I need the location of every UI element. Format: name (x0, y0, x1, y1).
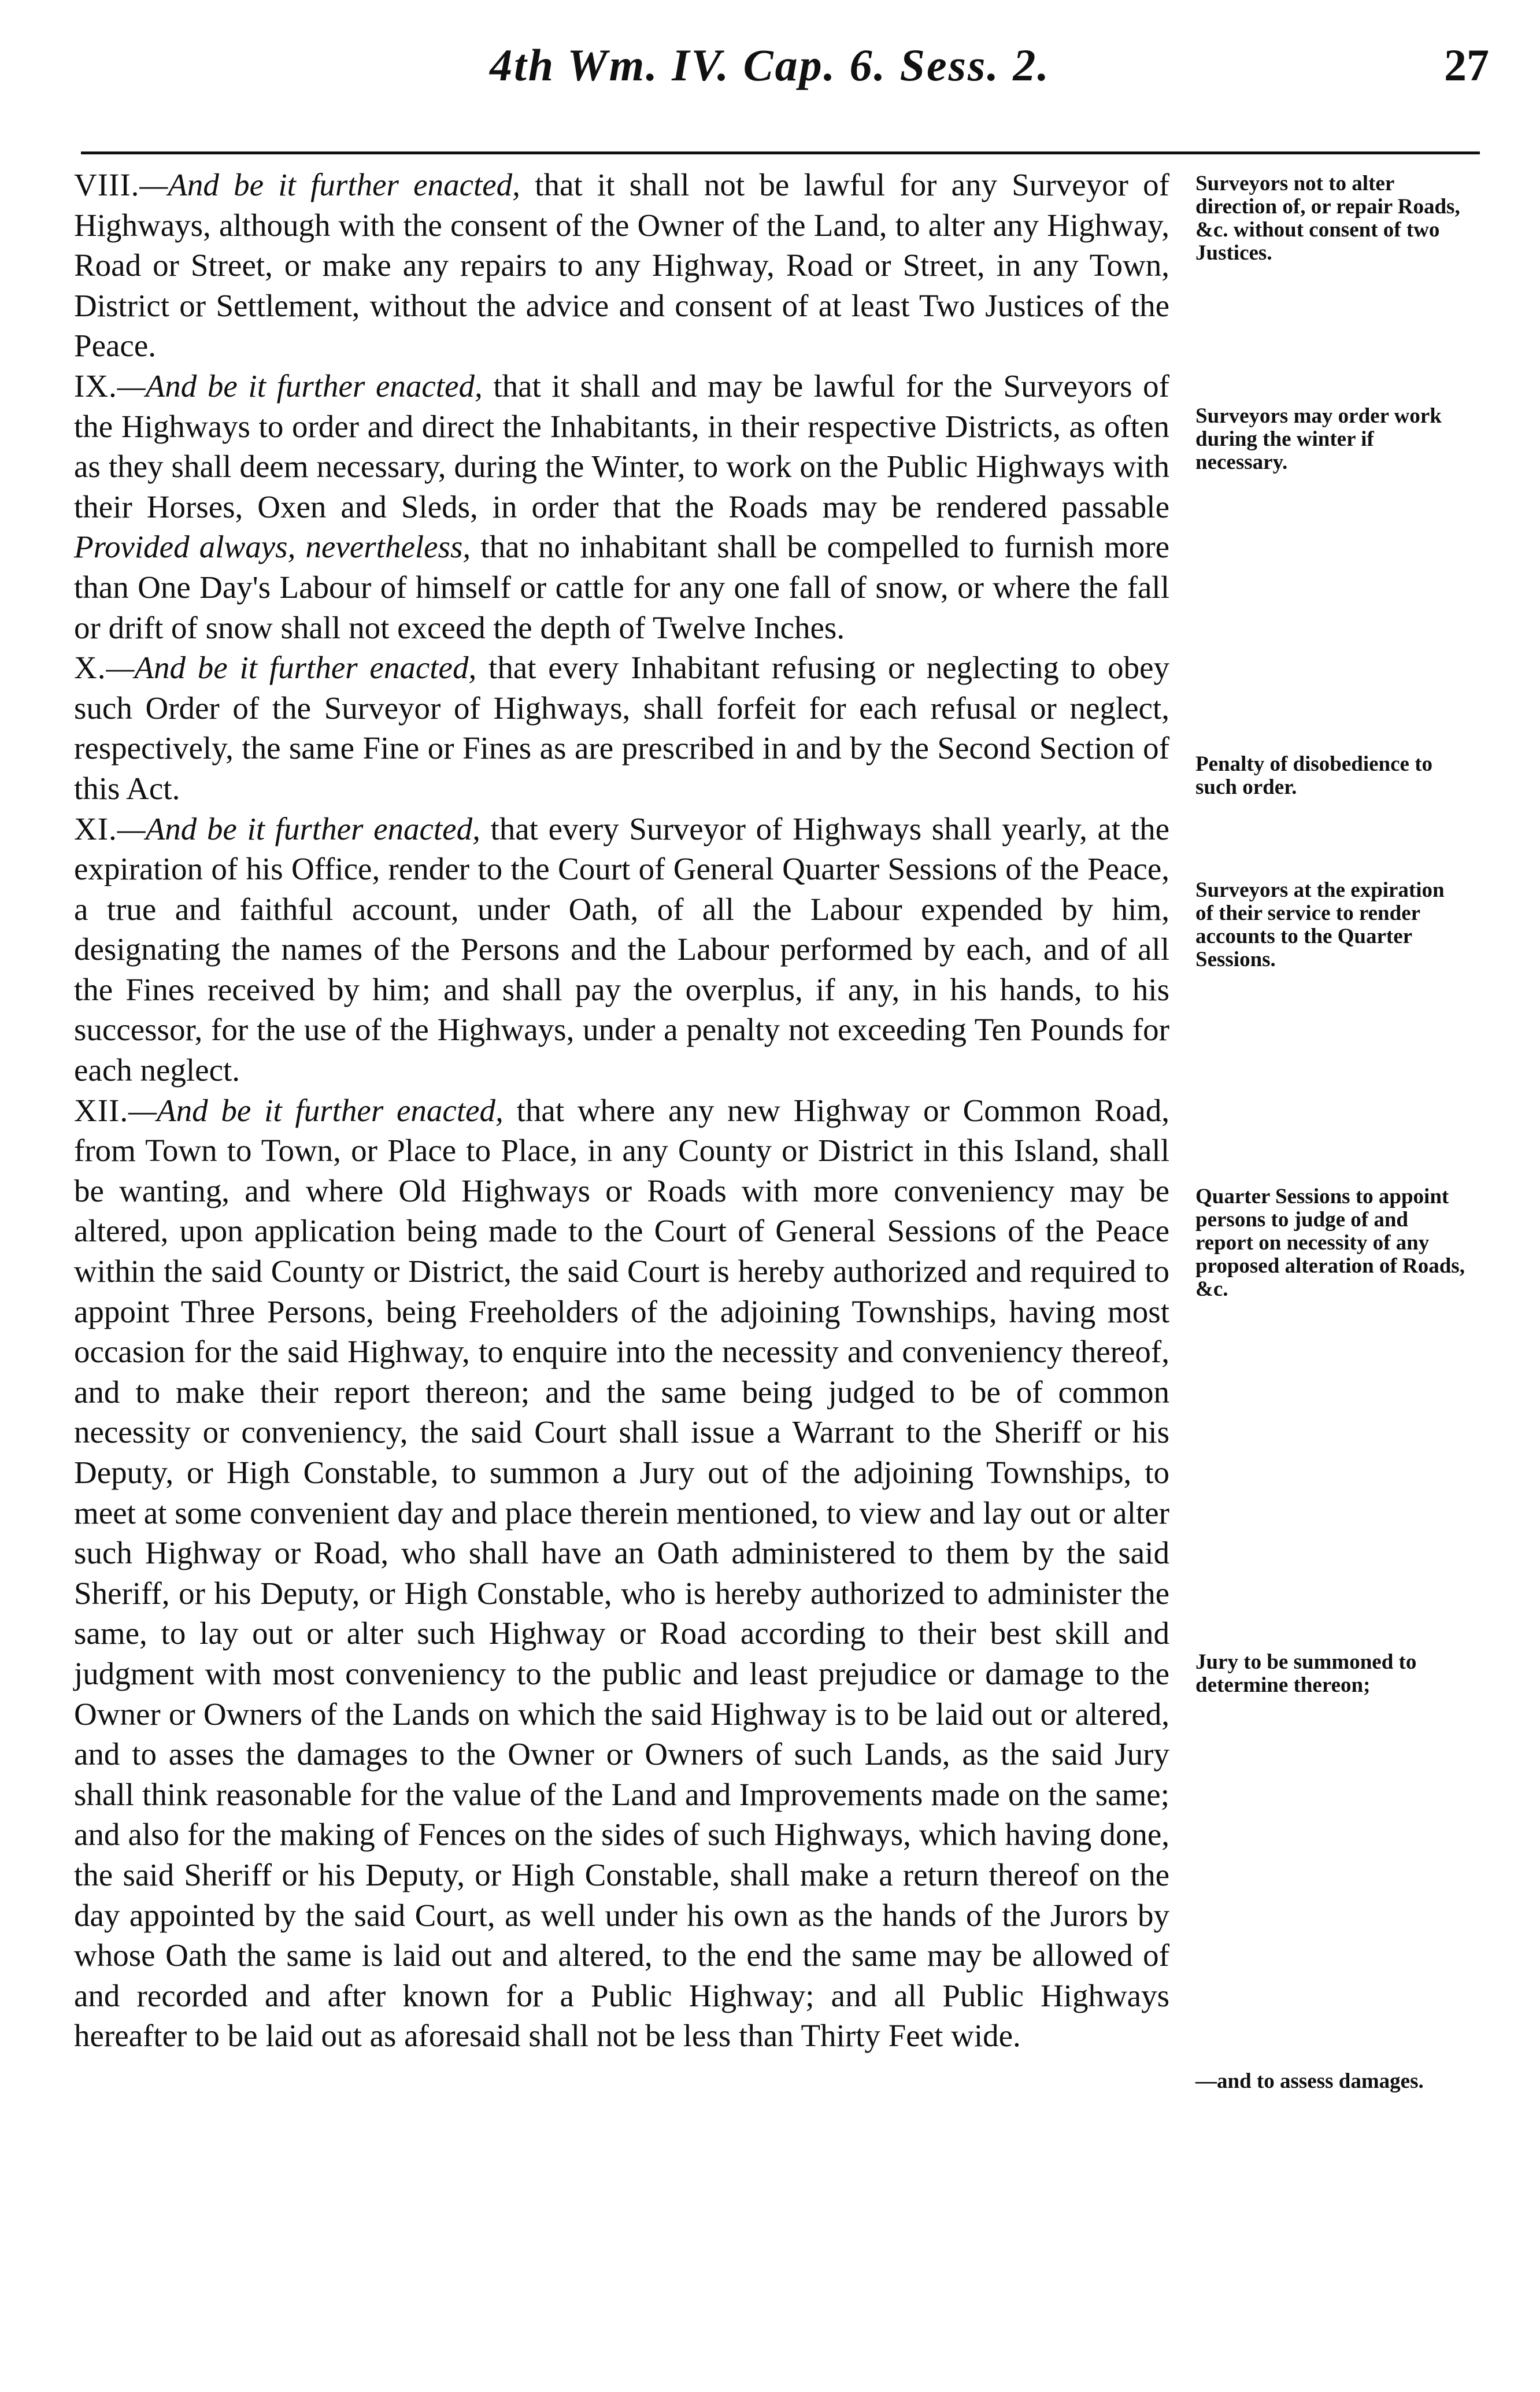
margin-note-ix: Surveyors may order work during the winter if necessary. (1195, 404, 1442, 474)
section-paragraph (74, 648, 1169, 808)
running-title: 4th Wm. IV. Cap. 6. Sess. 2. (490, 40, 1050, 90)
margin-note-damages: —and to assess damages. (1195, 2069, 1424, 2093)
section-text: that it shall not be lawful for any Surveyor of Highways, although with the consent of the Owner of the Land, to alter any Highway, Road or Street, or make any repairs to any Highway, Road or Street, in any Town, District or Settlement, without the advice and consent of at least Two Justices of the Peace. (74, 167, 1169, 364)
section-paragraph (74, 165, 1169, 366)
section-text: that every Inhabitant refusing or neglecting to obey such Order of the Surveyor of Highways, shall forfeit for each refusal or neglect, respectively, the same Fine or Fines as are prescribed in and by the Second Section of this Act. (74, 650, 1169, 806)
section-paragraph (74, 1090, 1169, 2056)
margin-note-viii: Surveyors not to alter direction of, or repair Roads, &c. without consent of two Justices. (1195, 172, 1460, 265)
section-number: XII. (74, 1092, 129, 1128)
section-number: IX. (74, 368, 117, 404)
enacting-clause: —And be it further enacted, (139, 167, 520, 202)
enacting-clause: —And be it further enacted, (117, 368, 483, 404)
section-text: that it shall and may be lawful for the Surveyors of the Highways to order and direct the Inhabitants, in their respective Districts, as often as they shall deem necessary, during the Winter, to work on the Public Highways with their Horses, Oxen and Sleds, in order that the Roads may be rendered passable (74, 368, 1169, 524)
margin-note-xi: Surveyors at the expiration of their service to render accounts to the Quarter Sessions. (1195, 878, 1445, 971)
section-text: that where any new Highway or Common Road, from Town to Town, or Place to Place, in any County or District in this Island, shall be wanting, and where Old Highways or Roads with more conveniency may be altered, upon application being made to the Court of General Sessions of the Peace within the said County or District, the said Court is hereby authorized and required to appoint Three Persons, being Freeholders of the adjoining Townships, having most occasion for the said Highway, to enquire into the necessity and conveniency thereof, and to make their report thereon; and the same being judged to be of common necessity or conveniency, the said Court shall issue a Warrant to the Sheriff or his Deputy, or High Constable, to summon a Jury out of the adjoining Townships, to meet at some convenient day and place therein mentioned, to view and lay out or alter such Highway or Road, who shall have an Oath administered to them by the said Sheriff, or his Deputy, or High Constable, who is hereby authorized to administer the same, to lay out or alter such Highway or Road according to their best skill and judgment with most conveniency to the public and least prejudice or damage to the Owner or Owners of the Lands on which the said Highway is to be laid out or altered, and to asses the damages to the Owner or Owners of such Lands, as the said Jury shall think reasonable for the value of the Land and Improvements made on the same; and also for the making of Fences on the sides of such Highways, which having done, the said Sheriff or his Deputy, or High Constable, shall make a return thereof on the day appointed by the said Court, as well under his own as the hands of the Jurors by whose Oath the same is laid out and altered, to the end the same may be allowed of and recorded and after known for a Public Highway; and all Public Highways hereafter to be laid out as aforesaid shall not be less than Thirty Feet wide. (74, 1092, 1169, 2054)
margin-note-x: Penalty of disobedience to such order. (1195, 752, 1433, 799)
section-ix (74, 366, 1169, 648)
section-number: VIII. (74, 167, 140, 202)
section-text: that every Surveyor of Highways shall yearly, at the expiration of his Office, render to the Court of General Quarter Sessions of the Peace, a true and faithful account, under Oath, of all the Labour expended by him, designating the names of the Persons and the Labour performed by each, and of all the Fines received by him; and shall pay the overplus, if any, in his hands, to his successor, for the use of the Highways, under a penalty not exceeding Ten Pounds for each neglect. (74, 811, 1170, 1088)
enacting-clause: —And be it further enacted, (106, 650, 477, 686)
margin-note-jury: Jury to be summoned to determine thereon; (1195, 1650, 1417, 1697)
section-xi (74, 809, 1169, 1090)
page-number: 27 (1444, 40, 1489, 90)
proviso-clause: Provided always, nevertheless, (74, 529, 471, 565)
main-text (74, 165, 1169, 2056)
margin-note-xii: Quarter Sessions to appoint persons to judge of and report on necessity of any proposed alteration of Roads, &c. (1195, 1185, 1465, 1301)
enacting-clause: —And be it further enacted, (117, 811, 480, 846)
section-x (74, 648, 1169, 808)
enacting-clause: —And be it further enacted, (128, 1092, 504, 1128)
section-text-continued: that no inhabitant shall be compelled to furnish more than One Day's Labour of himself or cattle for any one fall of snow, or where the fall or drift of snow shall not exceed the depth of Twelve Inches. (74, 529, 1169, 645)
section-paragraph (74, 809, 1169, 1090)
page-header (0, 28, 1540, 103)
section-viii (74, 165, 1169, 366)
header-rule (81, 151, 1480, 154)
section-number: X. (74, 650, 106, 686)
section-xii (74, 1090, 1169, 2056)
section-paragraph (74, 366, 1169, 648)
section-number: XI. (74, 811, 117, 846)
